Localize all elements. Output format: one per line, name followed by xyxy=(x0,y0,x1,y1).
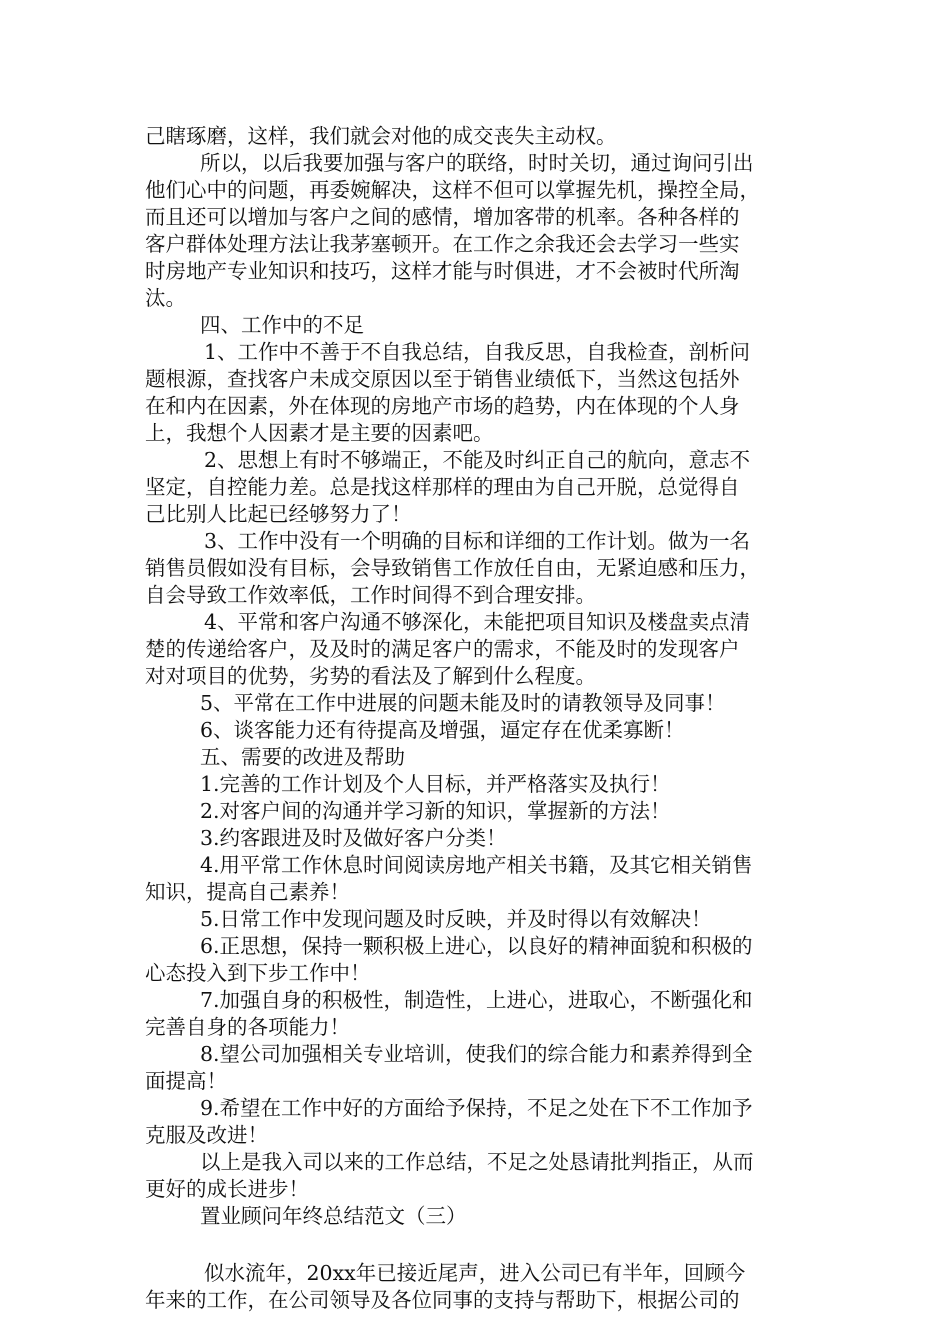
text-line: 上，我想个人因素才是主要的因素吧。 xyxy=(145,421,494,445)
text-line: 面提高！ xyxy=(145,1069,227,1093)
text-line: 更好的成长进步！ xyxy=(145,1177,309,1201)
text-line: 销售员假如没有目标，会导致销售工作放任自由，无紧迫感和压力， xyxy=(145,556,760,580)
text-line: 己比别人比起已经够努力了！ xyxy=(145,502,412,526)
text-line: 楚的传递给客户，及及时的满足客户的需求，不能及时的发现客户 xyxy=(145,637,740,661)
section-heading: 五、需要的改进及帮助 xyxy=(200,745,405,769)
text-line: 己瞎琢磨，这样，我们就会对他的成交丧失主动权。 xyxy=(145,124,617,148)
text-line: 似水流年，20xx年已接近尾声，进入公司已有半年，回顾今 xyxy=(204,1261,746,1285)
text-line: 1.完善的工作计划及个人目标，并严格落实及执行！ xyxy=(200,772,671,796)
text-line: 完善自身的各项能力！ xyxy=(145,1015,350,1039)
text-line: 7.加强自身的积极性，制造性，上进心，进取心，不断强化和 xyxy=(200,988,753,1012)
text-line: 4、平常和客户沟通不够深化，未能把项目知识及楼盘卖点清 xyxy=(204,610,751,634)
text-line: 6.正思想，保持一颗积极上进心，以良好的精神面貌和积极的 xyxy=(200,934,753,958)
text-line: 以上是我入司以来的工作总结，不足之处恳请批判指正，从而 xyxy=(200,1150,754,1174)
text-line: 4.用平常工作休息时间阅读房地产相关书籍，及其它相关销售 xyxy=(200,853,753,877)
text-line: 他们心中的问题，再委婉解决，这样不但可以掌握先机，操控全局， xyxy=(145,178,760,202)
text-line: 2.对客户间的沟通并学习新的知识，掌握新的方法！ xyxy=(200,799,671,823)
section-heading: 四、工作中的不足 xyxy=(200,313,364,337)
text-line: 汰。 xyxy=(145,286,186,310)
text-line: 知识，提高自己素养！ xyxy=(145,880,350,904)
text-line: 在和内在因素，外在体现的房地产市场的趋势，内在体现的个人身 xyxy=(145,394,740,418)
text-line: 时房地产专业知识和技巧，这样才能与时俱进，才不会被时代所淘 xyxy=(145,259,740,283)
text-line: 1、工作中不善于不自我总结，自我反思，自我检查，剖析问 xyxy=(204,340,751,364)
text-line: 3.约客跟进及时及做好客户分类！ xyxy=(200,826,507,850)
text-line: 9.希望在工作中好的方面给予保持，不足之处在下不工作加予 xyxy=(200,1096,753,1120)
text-line: 5、平常在工作中进展的问题未能及时的请教领导及同事！ xyxy=(200,691,726,715)
text-line: 对对项目的优势，劣势的看法及了解到什么程度。 xyxy=(145,664,596,688)
text-line: 客户群体处理方法让我茅塞顿开。在工作之余我还会去学习一些实 xyxy=(145,232,740,256)
text-line: 5.日常工作中发现问题及时反映，并及时得以有效解决！ xyxy=(200,907,712,931)
text-line: 8.望公司加强相关专业培训，使我们的综合能力和素养得到全 xyxy=(200,1042,753,1066)
text-line: 坚定，自控能力差。总是找这样那样的理由为自己开脱，总觉得自 xyxy=(145,475,740,499)
article-title: 置业顾问年终总结范文（三） xyxy=(200,1204,467,1228)
text-line: 年来的工作，在公司领导及各位同事的支持与帮助下，根据公司的 xyxy=(145,1288,740,1312)
text-line: 题根源，查找客户未成交原因以至于销售业绩低下，当然这包括外 xyxy=(145,367,740,391)
text-line: 6、谈客能力还有待提高及增强，逼定存在优柔寡断！ xyxy=(200,718,685,742)
text-line: 自会导致工作效率低，工作时间得不到合理安排。 xyxy=(145,583,596,607)
text-line: 2、思想上有时不够端正，不能及时纠正自己的航向，意志不 xyxy=(204,448,751,472)
text-line: 3、工作中没有一个明确的目标和详细的工作计划。做为一名 xyxy=(204,529,751,553)
text-line: 心态投入到下步工作中！ xyxy=(145,961,371,985)
text-line: 克服及改进！ xyxy=(145,1123,268,1147)
text-line: 而且还可以增加与客户之间的感情，增加客带的机率。各种各样的 xyxy=(145,205,740,229)
text-line: 所以，以后我要加强与客户的联络，时时关切，通过询问引出 xyxy=(200,151,754,175)
